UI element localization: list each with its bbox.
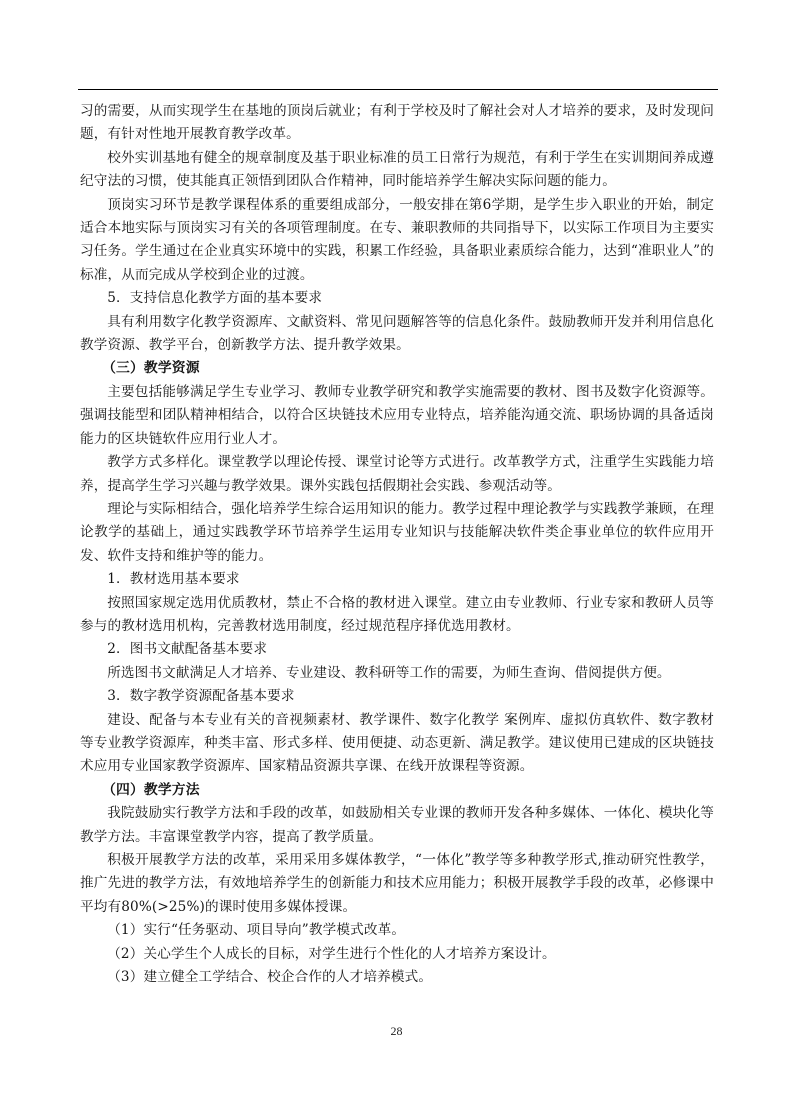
- subsection-heading: 5．支持信息化教学方面的基本要求: [107, 290, 323, 307]
- section-heading: （三）教学资源: [102, 360, 200, 377]
- paragraph: 主要包括能够满足学生专业学习、教师专业教学研究和教学实施需要的教材、图书及数字化资源等。强调技能型和团队精神相结合，以符合区块链技术应用专业特点，培养能沟通交流、职场协调的具备适岗能力的区块链软件应用行业人才。: [80, 383, 714, 447]
- paragraph: 理论与实际相结合，强化培养学生综合运用知识的能力。教学过程中理论教学与实践教学兼顾，在理论教学的基础上，通过实践教学环节培养学生运用专业知识与技能解决软件类企事业单位的软件应用开发、软件支持和维护等的能力。: [80, 500, 714, 564]
- paragraph: 具有利用数字化教学资源库、文献资料、常见问题解答等的信息化条件。鼓励教师开发并利用信息化教学资源、教学平台，创新教学方法、提升教学效果。: [80, 313, 714, 354]
- subsection-heading: 2．图书文献配备基本要求: [107, 641, 268, 658]
- paragraph: 积极开展教学方法的改革，采用采用多媒体教学，“一体化”教学等多种教学形式,推动研究性教学，推广先进的教学方法，有效地培养学生的创新能力和技术应用能力；积极开展教学手段的改革，必修课中平均有80%(>25%)的课时使用多媒体授课。: [80, 852, 714, 915]
- paragraph: 校外实训基地有健全的规章制度及基于职业标准的员工日常行为规范，有利于学生在实训期间养成遵纪守法的习惯，使其能真正领悟到团队合作精神，同时能培养学生解决实际问题的能力。: [80, 149, 714, 190]
- paragraph: 建设、配备与本专业有关的音视频素材、教学课件、数字化教学 案例库、虚拟仿真软件、数字教材等专业教学资源库，种类丰富、形式多样、使用便捷、动态更新、满足教学。建议使用已建成的区块链技术应用专业国家教学资源库、国家精品资源共享课、在线开放课程等资源。: [80, 711, 714, 775]
- header-rule: [78, 89, 718, 90]
- paragraph: 所选图书文献满足人才培养、专业建设、教科研等工作的需要，为师生查询、借阅提供方便。: [107, 664, 671, 681]
- subsection-heading: 3．数字教学资源配备基本要求: [107, 688, 295, 705]
- page-number: 28: [390, 1024, 403, 1038]
- body-text: [80, 100, 714, 989]
- paragraph: 按照国家规定选用优质教材，禁止不合格的教材进入课堂。建立由专业教师、行业专家和教研人员等参与的教材选用机构，完善教材选用制度，经过规范程序择优选用教材。: [80, 594, 714, 634]
- subsection-heading: 1．教材选用基本要求: [107, 571, 240, 588]
- paragraph: 我院鼓励实行教学方法和手段的改革，如鼓励相关专业课的教师开发各种多媒体、一体化、模块化等教学方法。丰富课堂教学内容，提高了教学质量。: [80, 805, 714, 845]
- paragraph: 顶岗实习环节是教学课程体系的重要组成部分，一般安排在第6学期，是学生步入职业的开始，制定适合本地实际与顶岗实习有关的各项管理制度。在专、兼职教师的共同指导下，以实际工作项目为主要实习任务。学生通过在企业真实环境中的实践，积累工作经验，具备职业素质综合能力，达到“准职业人”的标准，从而完成从学校到企业的过渡。: [80, 196, 714, 283]
- paragraph: 教学方式多样化。课堂教学以理论传授、课堂讨论等方式进行。改革教学方式，注重学生实践能力培养，提高学生学习兴趣与教学效果。课外实践包括假期社会实践、参观活动等。: [80, 454, 714, 494]
- list-item: （2）关心学生个人成长的目标，对学生进行个性化的人才培养方案设计。: [107, 945, 556, 962]
- list-item: （1）实行“任务驱动、项目导向”教学模式改革。: [107, 922, 406, 939]
- section-heading: （四）教学方法: [102, 781, 200, 798]
- paragraph: 习的需要，从而实现学生在基地的顶岗后就业；有利于学校及时了解社会对人才培养的要求，及时发现问题，有针对性地开展教育教学改革。: [80, 103, 714, 143]
- list-item: （3）建立健全工学结合、校企合作的人才培养模式。: [107, 969, 433, 986]
